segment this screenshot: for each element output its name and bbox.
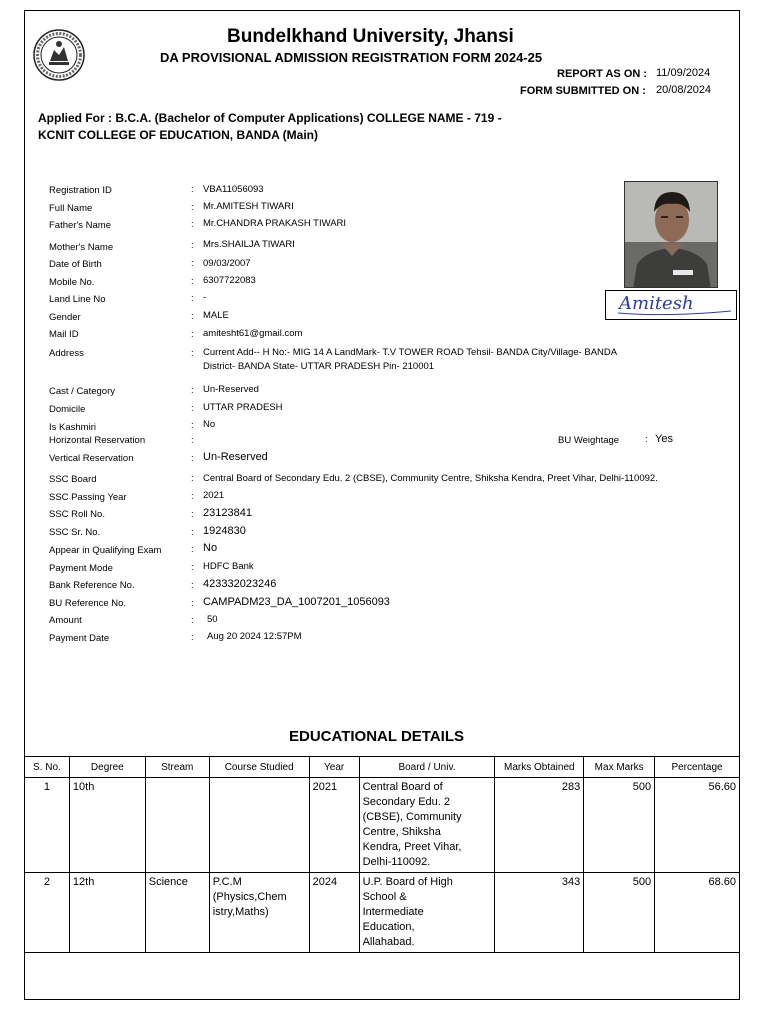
ssc-year-label: SSC Passing Year [49,492,127,503]
board-line: School & [362,891,407,903]
education-header-row [25,757,740,778]
ssc-sr-label: SSC Sr. No. [49,527,101,538]
ssc-roll-value: 23123841 [203,507,252,519]
colon: : [191,473,194,484]
colon: : [191,527,194,538]
bank-ref-value: 423332023246 [203,578,277,590]
bu-ref-value: CAMPADM23_DA_1007201_1056093 [203,596,390,608]
report-date-label: REPORT AS ON : [557,68,648,80]
colon: : [191,311,194,322]
applied-course: Applied For : B.C.A. (Bachelor of Computer Applications) COLLEGE NAME - 719 - [38,111,502,125]
applicant-signature [605,290,737,320]
address-line2: District- BANDA State- UTTAR PRADESH Pin- 210001 [203,361,435,372]
colon: : [645,434,648,445]
ssc-board-value: Central Board of Secondary Edu. 2 (CBSE), Community Centre, Shiksha Kendra, Preet Vihar, Delhi-110092. [203,473,658,484]
address-label: Address [49,348,84,359]
colon: : [191,453,194,464]
address-line1: Current Add-- H No:- MIG 14 A LandMark- T.V TOWER ROAD Tehsil- BANDA City/Village- BANDA [203,347,618,358]
landline-value: - [203,292,207,303]
colon: : [191,258,194,269]
row-course [209,778,309,873]
colon: : [191,632,194,643]
kashmiri-value: No [203,419,216,430]
row-board [359,778,495,873]
col-percentage: Percentage [655,757,740,778]
bu-weightage-label: BU Weightage [558,435,620,446]
colon: : [191,293,194,304]
row-marks: 343 [495,873,584,953]
submitted-date: 20/08/2024 [656,84,712,96]
category-value: Un-Reserved [203,384,259,395]
row-marks: 283 [495,778,584,873]
person-photo-icon [625,182,718,288]
registration-id-value: VBA11056093 [203,184,264,195]
col-stream: Stream [145,757,209,778]
table-row [25,778,740,873]
row-board [359,873,495,953]
colon: : [191,219,194,230]
colon: : [191,598,194,609]
payment-date-value: Aug 20 2024 12:57PM [207,631,302,642]
course-line: P.C.M [212,876,242,888]
colon: : [191,435,194,446]
report-date: 11/09/2024 [656,67,711,79]
board-line: U.P. Board of High [362,876,453,888]
mothers-name-value: Mrs.SHAILJA TIWARI [203,239,295,250]
row-sno: 1 [25,778,70,873]
ssc-year-value: 2021 [203,490,225,501]
bu-ref-label: BU Reference No. [49,598,127,609]
bank-ref-label: Bank Reference No. [49,580,135,591]
board-line: Education, [362,921,415,933]
landline-label: Land Line No [49,294,106,305]
table-row [25,873,740,953]
row-max: 500 [584,873,655,953]
board-line: Centre, Shiksha [362,826,441,838]
colon: : [191,562,194,573]
educational-details-title: EDUCATIONAL DETAILS [289,728,464,745]
row-course [209,873,309,953]
row-stream: Science [145,873,209,953]
applicant-photo [624,181,718,288]
colon: : [191,385,194,396]
row-year: 2021 [309,778,359,873]
col-degree: Degree [69,757,145,778]
amount-label: Amount [49,615,82,626]
row-degree: 10th [69,778,145,873]
row-year: 2024 [309,873,359,953]
colon: : [191,509,194,520]
applied-college: KCNIT COLLEGE OF EDUCATION, BANDA (Main) [38,128,318,142]
row-degree: 12th [69,873,145,953]
col-board: Board / Univ. [359,757,495,778]
full-name-label: Full Name [49,203,93,214]
mothers-name-label: Mother's Name [49,242,114,253]
vertical-reservation-label: Vertical Reservation [49,453,134,464]
submitted-date-label: FORM SUBMITTED ON : [520,85,646,97]
qualifying-value: No [203,542,218,554]
university-name: Bundelkhand University, Jhansi [227,26,514,47]
course-line: (Physics,Chem [212,891,287,903]
signature-text: Amitesh [619,293,694,314]
form-title: DA PROVISIONAL ADMISSION REGISTRATION FORM 2024-25 [160,50,543,65]
col-course: Course Studied [209,757,309,778]
payment-mode-label: Payment Mode [49,563,113,574]
colon: : [191,420,194,431]
row-percentage: 56.60 [655,778,740,873]
colon: : [191,544,194,555]
colon: : [191,184,194,195]
col-year: Year [309,757,359,778]
mobile-value: 6307722083 [203,275,256,286]
row-percentage: 68.60 [655,873,740,953]
registration-id-label: Registration ID [49,185,112,196]
gender-value: MALE [203,310,229,321]
row-sno: 2 [25,873,70,953]
course-line: istry,Maths) [212,906,269,918]
education-table [24,756,740,953]
colon: : [191,276,194,287]
horizontal-reservation-label: Horizontal Reservation [49,435,146,446]
colon: : [191,491,194,502]
colon: : [191,348,194,359]
bu-weightage-value: Yes [655,433,673,445]
col-sno: S. No. [25,757,70,778]
domicile-value: UTTAR PRADESH [203,402,283,413]
board-line: Intermediate [362,906,424,918]
row-stream [145,778,209,873]
board-line: Allahabad. [362,936,415,948]
mail-label: Mail ID [49,329,79,340]
colon: : [191,580,194,591]
fathers-name-value: Mr.CHANDRA PRAKASH TIWARI [203,218,347,229]
board-line: Delhi-110092. [362,856,431,868]
ssc-board-label: SSC Board [49,474,97,485]
gender-label: Gender [49,312,81,323]
university-seal-icon [30,28,88,82]
amount-value: 50 [207,614,218,625]
kashmiri-label: Is Kashmiri [49,422,96,433]
colon: : [191,615,194,626]
board-line: Secondary Edu. 2 [362,796,451,808]
col-marks: Marks Obtained [495,757,584,778]
colon: : [191,240,194,251]
qualifying-label: Appear in Qualifying Exam [49,545,162,556]
dob-label: Date of Birth [49,259,102,270]
payment-date-label: Payment Date [49,633,110,644]
category-label: Cast / Category [49,386,115,397]
ssc-roll-label: SSC Roll No. [49,509,105,520]
row-max: 500 [584,778,655,873]
vertical-reservation-value: Un-Reserved [203,451,268,463]
colon: : [191,329,194,340]
fathers-name-label: Father's Name [49,220,112,231]
domicile-label: Domicile [49,404,86,415]
colon: : [191,403,194,414]
board-line: (CBSE), Community [362,811,462,823]
dob-value: 09/03/2007 [203,258,251,269]
board-line: Central Board of [362,781,443,793]
full-name-value: Mr.AMITESH TIWARI [203,201,294,212]
colon: : [191,202,194,213]
applied-for [38,110,598,144]
payment-mode-value: HDFC Bank [203,561,254,572]
mobile-label: Mobile No. [49,277,95,288]
mail-value: amitesht61@gmail.com [203,328,303,339]
ssc-sr-value: 1924830 [203,525,246,537]
col-max: Max Marks [584,757,655,778]
board-line: Kendra, Preet Vihar, [362,841,462,853]
